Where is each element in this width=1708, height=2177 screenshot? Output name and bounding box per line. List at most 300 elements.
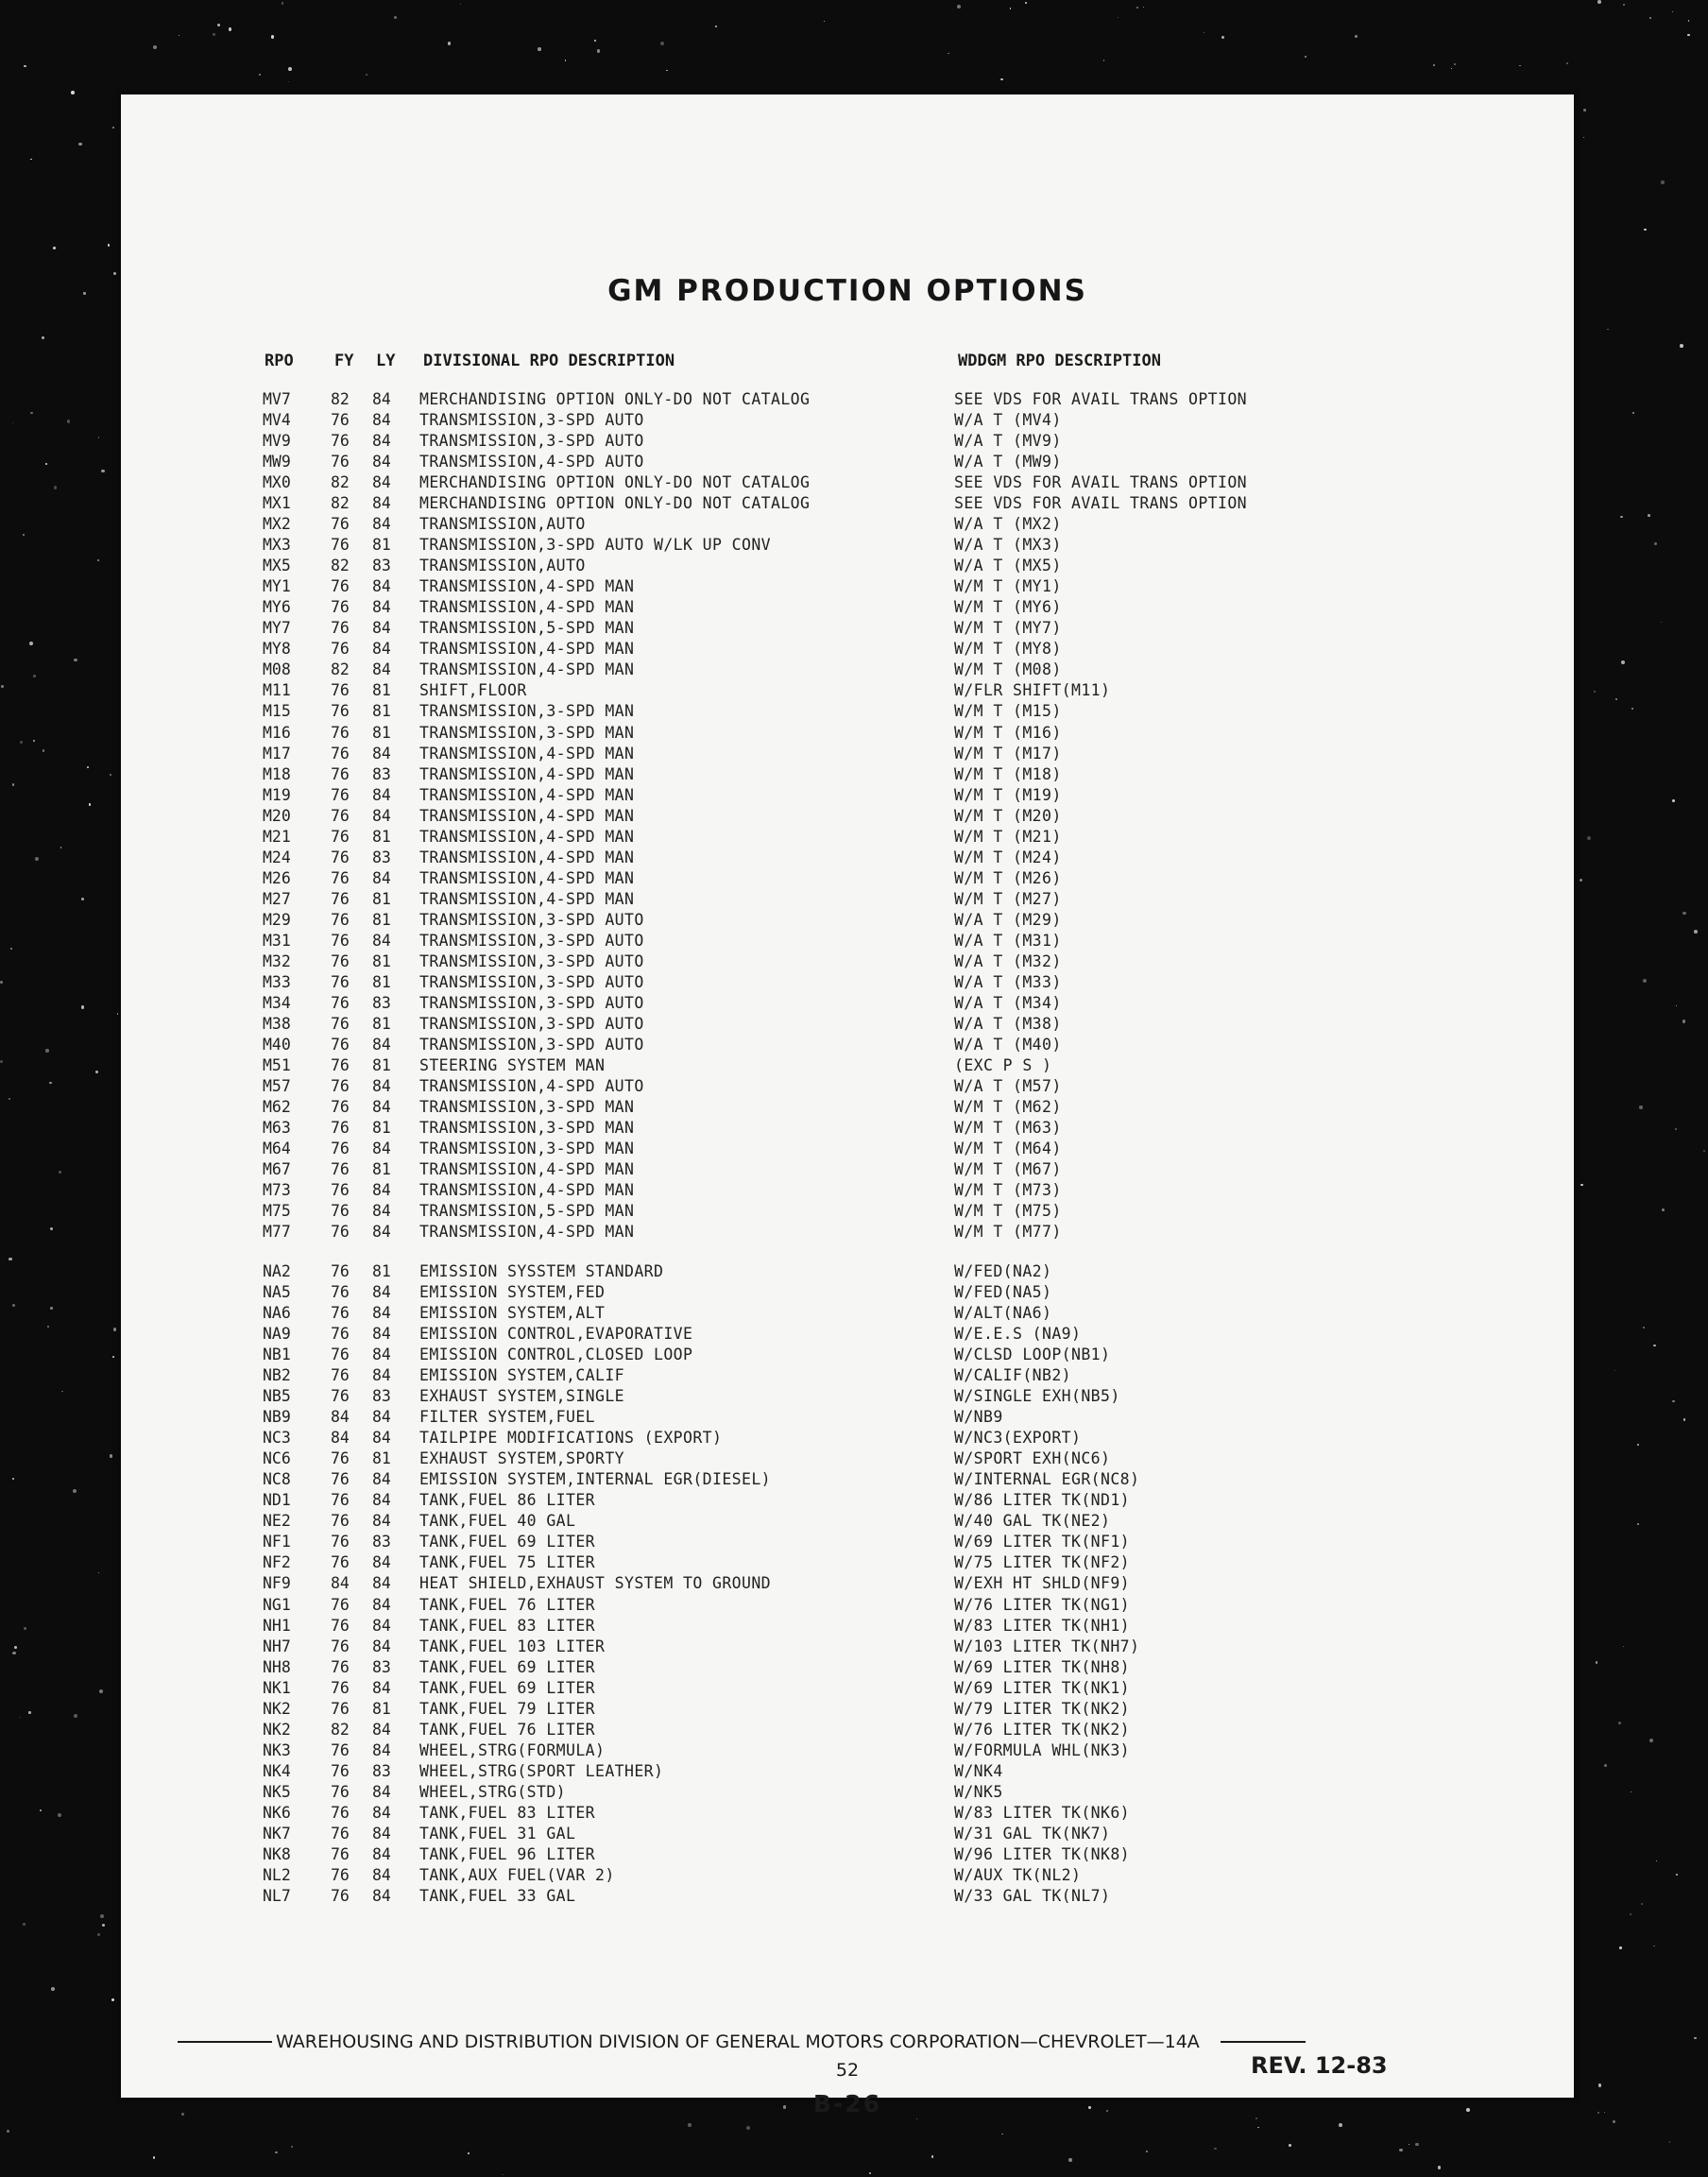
noise-speck	[538, 47, 541, 51]
noise-speck	[35, 857, 39, 861]
first-year: 76	[331, 577, 350, 596]
noise-speck	[1118, 17, 1119, 18]
first-year: 76	[331, 1387, 350, 1406]
first-year: 76	[331, 1824, 350, 1843]
rpo-code: NA6	[263, 1304, 291, 1323]
noise-speck	[715, 26, 718, 28]
noise-speck	[1672, 799, 1675, 802]
divisional-description: TRANSMISSION,4-SPD MAN	[419, 598, 635, 617]
divisional-description: TANK,FUEL 40 GAL	[419, 1512, 576, 1531]
noise-speck	[1255, 2117, 1257, 2119]
table-row	[121, 556, 1574, 576]
wddgm-description: W/M T (M67)	[954, 1160, 1062, 1179]
noise-speck	[1688, 20, 1690, 22]
noise-speck	[14, 1646, 16, 1648]
last-year: 84	[372, 1223, 391, 1242]
first-year: 76	[331, 848, 350, 866]
noise-speck	[1619, 1946, 1622, 1949]
wddgm-description: W/M T (M27)	[954, 889, 1062, 908]
noise-speck	[660, 42, 664, 45]
wddgm-description: W/M T (MY7)	[954, 619, 1062, 638]
wddgm-description: W/EXH HT SHLD(NF9)	[954, 1574, 1131, 1593]
divisional-description: TRANSMISSION,3-SPD AUTO	[419, 432, 644, 451]
wddgm-description: W/A T (M40)	[954, 1035, 1062, 1054]
noise-speck	[1583, 109, 1586, 111]
noise-speck	[24, 65, 26, 67]
noise-speck	[83, 292, 85, 294]
first-year: 76	[331, 764, 350, 783]
noise-speck	[666, 70, 667, 71]
table-row	[121, 1865, 1574, 1886]
first-year: 76	[331, 1761, 350, 1780]
noise-speck	[1454, 63, 1457, 66]
rpo-code: NF9	[263, 1574, 291, 1593]
noise-speck	[1583, 137, 1584, 138]
noise-speck	[1661, 622, 1662, 623]
noise-speck	[460, 4, 461, 5]
first-year: 76	[331, 1056, 350, 1074]
footer-division-line	[178, 2031, 1404, 2052]
first-year: 76	[331, 1223, 350, 1242]
noise-speck	[217, 24, 220, 26]
last-year: 81	[372, 1056, 391, 1074]
noise-speck	[89, 803, 91, 805]
rpo-code: NK2	[263, 1699, 291, 1718]
divisional-description: TANK,FUEL 76 LITER	[419, 1720, 596, 1739]
noise-speck	[110, 774, 111, 776]
noise-speck	[81, 898, 84, 900]
divisional-description: TRANSMISSION,3-SPD AUTO	[419, 910, 644, 929]
noise-speck	[1221, 36, 1224, 39]
noise-speck	[1644, 229, 1646, 231]
table-row	[121, 597, 1574, 618]
divisional-description: TRANSMISSION,4-SPD MAN	[419, 1223, 635, 1242]
rpo-code: M21	[263, 827, 291, 846]
table-row	[121, 1552, 1574, 1573]
noise-speck	[1355, 35, 1358, 38]
wddgm-description: W/M T (M17)	[954, 744, 1062, 763]
header-wddgm-description: WDDGM RPO DESCRIPTION	[958, 351, 1161, 370]
divisional-description: HEAT SHIELD,EXHAUST SYSTEM TO GROUND	[419, 1574, 772, 1593]
first-year: 76	[331, 1346, 350, 1364]
divisional-description: TRANSMISSION,3-SPD MAN	[419, 1140, 635, 1158]
rpo-code: M16	[263, 723, 291, 742]
noise-speck	[448, 42, 452, 45]
first-year: 76	[331, 744, 350, 763]
last-year: 84	[372, 1202, 391, 1221]
table-row	[121, 1511, 1574, 1532]
last-year: 84	[372, 432, 391, 451]
wddgm-description: W/SINGLE EXH(NB5)	[954, 1387, 1120, 1406]
divisional-description: MERCHANDISING OPTION ONLY-DO NOT CATALOG	[419, 494, 811, 513]
divisional-description: EMISSION CONTROL,EVAPORATIVE	[419, 1325, 693, 1344]
last-year: 81	[372, 951, 391, 970]
rpo-code: NC6	[263, 1449, 291, 1468]
table-row	[121, 639, 1574, 660]
first-year: 76	[331, 1014, 350, 1033]
first-year: 76	[331, 453, 350, 471]
table-row	[121, 806, 1574, 827]
noise-speck	[23, 1923, 25, 1925]
first-year: 76	[331, 1202, 350, 1221]
rpo-code: NE2	[263, 1512, 291, 1531]
last-year: 81	[372, 723, 391, 742]
divisional-description: MERCHANDISING OPTION ONLY-DO NOT CATALOG	[419, 390, 811, 408]
divisional-description: TRANSMISSION,AUTO	[419, 557, 586, 575]
first-year: 84	[331, 1574, 350, 1593]
noise-speck	[1656, 1860, 1657, 1861]
table-row	[121, 1303, 1574, 1324]
first-year: 82	[331, 660, 350, 679]
rpo-code: MV4	[263, 411, 291, 430]
divisional-description: TRANSMISSION,3-SPD AUTO	[419, 951, 644, 970]
header-rpo: RPO	[265, 351, 294, 370]
noise-speck	[45, 463, 47, 465]
footer-rule-left	[178, 2041, 272, 2043]
divisional-description: TANK,FUEL 69 LITER	[419, 1678, 596, 1697]
last-year: 84	[372, 1304, 391, 1323]
noise-speck	[291, 2146, 293, 2148]
wddgm-description: W/76 LITER TK(NG1)	[954, 1595, 1131, 1614]
wddgm-description: W/69 LITER TK(NK1)	[954, 1678, 1131, 1697]
wddgm-description: W/M T (M75)	[954, 1202, 1062, 1221]
last-year: 81	[372, 1014, 391, 1033]
last-year: 84	[372, 1325, 391, 1344]
rpo-code: NG1	[263, 1595, 291, 1614]
page-number: 52	[835, 2060, 860, 2081]
noise-speck	[33, 675, 36, 677]
divisional-description: TRANSMISSION,4-SPD MAN	[419, 660, 635, 679]
table-row	[121, 1180, 1574, 1201]
first-year: 82	[331, 1720, 350, 1739]
noise-speck	[153, 45, 157, 49]
table-row	[121, 889, 1574, 910]
divisional-description: TRANSMISSION,4-SPD MAN	[419, 744, 635, 763]
table-row	[121, 1261, 1574, 1282]
last-year: 84	[372, 806, 391, 825]
first-year: 76	[331, 827, 350, 846]
last-year: 81	[372, 1119, 391, 1138]
first-year: 76	[331, 972, 350, 991]
rpo-code: NH8	[263, 1657, 291, 1676]
table-row	[121, 1782, 1574, 1803]
divisional-description: TRANSMISSION,4-SPD AUTO	[419, 1077, 644, 1096]
first-year: 76	[331, 1491, 350, 1510]
last-year: 81	[372, 1262, 391, 1280]
wddgm-description: W/M T (M15)	[954, 702, 1062, 721]
first-year: 76	[331, 1533, 350, 1551]
rpo-code: M38	[263, 1014, 291, 1033]
divisional-description: TRANSMISSION,4-SPD MAN	[419, 868, 635, 887]
noise-speck	[30, 412, 32, 414]
noise-speck	[594, 40, 596, 42]
rpo-code: NA2	[263, 1262, 291, 1280]
wddgm-description: W/76 LITER TK(NK2)	[954, 1720, 1131, 1739]
divisional-description: WHEEL,STRG(SPORT LEATHER)	[419, 1761, 664, 1780]
noise-speck	[213, 33, 215, 36]
wddgm-description: W/A T (M31)	[954, 931, 1062, 950]
last-year: 81	[372, 1699, 391, 1718]
first-year: 76	[331, 1283, 350, 1302]
divisional-description: TRANSMISSION,5-SPD MAN	[419, 1202, 635, 1221]
first-year: 76	[331, 1262, 350, 1280]
table-row	[121, 1657, 1574, 1678]
table-row	[121, 1844, 1574, 1865]
table-row	[121, 910, 1574, 931]
wddgm-description: W/75 LITER TK(NF2)	[954, 1553, 1131, 1572]
noise-speck	[54, 486, 58, 489]
page-title: GM PRODUCTION OPTIONS	[607, 274, 1087, 308]
rpo-code: MX1	[263, 494, 291, 513]
noise-speck	[1068, 2158, 1071, 2161]
noise-speck	[288, 67, 292, 71]
divisional-description: EXHAUST SYSTEM,SPORTY	[419, 1449, 625, 1468]
rpo-code: ND1	[263, 1491, 291, 1510]
table-row	[121, 931, 1574, 951]
last-year: 84	[372, 1408, 391, 1427]
wddgm-description: W/AUX TK(NL2)	[954, 1865, 1082, 1884]
divisional-description: TRANSMISSION,3-SPD AUTO	[419, 972, 644, 991]
noise-speck	[1399, 2149, 1402, 2151]
divisional-description: TRANSMISSION,3-SPD AUTO	[419, 1014, 644, 1033]
header-fy: FY	[334, 351, 354, 370]
noise-speck	[59, 1171, 61, 1174]
table-row	[121, 1345, 1574, 1365]
divisional-description: EMISSION CONTROL,CLOSED LOOP	[419, 1346, 693, 1364]
first-year: 76	[331, 1304, 350, 1323]
rpo-code: NB1	[263, 1346, 291, 1364]
last-year: 84	[372, 1720, 391, 1739]
table-row	[121, 452, 1574, 472]
noise-speck	[1598, 2083, 1602, 2087]
rpo-code: NC8	[263, 1470, 291, 1489]
noise-speck	[1661, 180, 1664, 183]
rpo-code: M77	[263, 1223, 291, 1242]
wddgm-description: W/69 LITER TK(NF1)	[954, 1533, 1131, 1551]
wddgm-description: W/103 LITER TK(NH7)	[954, 1637, 1140, 1655]
rpo-code: MW9	[263, 453, 291, 471]
rpo-code: NC3	[263, 1429, 291, 1448]
noise-speck	[1662, 1208, 1665, 1211]
first-year: 76	[331, 1366, 350, 1385]
divisional-description: TRANSMISSION,3-SPD MAN	[419, 1098, 635, 1117]
last-year: 84	[372, 1140, 391, 1158]
last-year: 84	[372, 1782, 391, 1801]
first-year: 76	[331, 1678, 350, 1697]
wddgm-description: W/M T (M18)	[954, 764, 1062, 783]
table-row	[121, 827, 1574, 848]
rpo-code: M18	[263, 764, 291, 783]
revision-label: REV. 12-83	[1251, 2052, 1388, 2079]
last-year: 81	[372, 972, 391, 991]
rpo-code: MY8	[263, 640, 291, 659]
divisional-description: TANK,FUEL 31 GAL	[419, 1824, 576, 1843]
first-year: 76	[331, 1616, 350, 1635]
noise-speck	[50, 1307, 52, 1309]
noise-speck	[1025, 2, 1027, 4]
rpo-code: M57	[263, 1077, 291, 1096]
wddgm-description: W/M T (M26)	[954, 868, 1062, 887]
noise-speck	[1289, 2144, 1291, 2147]
wddgm-description: W/96 LITER TK(NK8)	[954, 1844, 1131, 1863]
last-year: 84	[372, 1181, 391, 1200]
rpo-code: M15	[263, 702, 291, 721]
header-ly: LY	[376, 351, 396, 370]
header-divisional-description: DIVISIONAL RPO DESCRIPTION	[423, 351, 675, 370]
noise-speck	[101, 470, 104, 472]
wddgm-description: W/CALIF(NB2)	[954, 1366, 1072, 1385]
table-row	[121, 1678, 1574, 1699]
last-year: 84	[372, 577, 391, 596]
wddgm-description: W/FLR SHIFT(M11)	[954, 681, 1111, 700]
noise-speck	[1680, 344, 1683, 348]
divisional-description: EXHAUST SYSTEM,SINGLE	[419, 1387, 625, 1406]
rpo-code: M32	[263, 951, 291, 970]
rpo-code: MV7	[263, 390, 291, 408]
rpo-code: NL2	[263, 1865, 291, 1884]
wddgm-description: W/NB9	[954, 1408, 1003, 1427]
table-row	[121, 993, 1574, 1014]
rpo-code: M63	[263, 1119, 291, 1138]
divisional-description: TANK,FUEL 83 LITER	[419, 1803, 596, 1822]
noise-speck	[1683, 1418, 1686, 1421]
divisional-description: EMISSION SYSTEM,INTERNAL EGR(DIESEL)	[419, 1470, 772, 1489]
last-year: 83	[372, 557, 391, 575]
wddgm-description: W/INTERNAL EGR(NC8)	[954, 1470, 1140, 1489]
noise-speck	[100, 1914, 104, 1918]
noise-speck	[1000, 78, 1003, 81]
noise-speck	[97, 1933, 100, 1936]
wddgm-description: W/A T (M33)	[954, 972, 1062, 991]
table-row	[121, 1595, 1574, 1616]
noise-speck	[1580, 1184, 1583, 1187]
first-year: 76	[331, 515, 350, 534]
wddgm-description: W/M T (M16)	[954, 723, 1062, 742]
rpo-code: M27	[263, 889, 291, 908]
wddgm-description: W/79 LITER TK(NK2)	[954, 1699, 1131, 1718]
last-year: 81	[372, 536, 391, 555]
rpo-code: NK2	[263, 1720, 291, 1739]
last-year: 83	[372, 993, 391, 1012]
wddgm-description: W/M T (MY1)	[954, 577, 1062, 596]
rpo-code: M67	[263, 1160, 291, 1179]
last-year: 84	[372, 1824, 391, 1843]
noise-speck	[28, 1711, 30, 1713]
first-year: 76	[331, 681, 350, 700]
noise-speck	[1607, 329, 1609, 331]
rpo-code: NK8	[263, 1844, 291, 1863]
wddgm-description: W/A T (MX3)	[954, 536, 1062, 555]
divisional-description: TRANSMISSION,4-SPD MAN	[419, 1160, 635, 1179]
last-year: 84	[372, 931, 391, 950]
rpo-code: M26	[263, 868, 291, 887]
rpo-code: M33	[263, 972, 291, 991]
rpo-code: M62	[263, 1098, 291, 1117]
divisional-description: EMISSION SYSTEM,CALIF	[419, 1366, 625, 1385]
noise-speck	[1566, 62, 1568, 64]
last-year: 81	[372, 1160, 391, 1179]
noise-speck	[1618, 1722, 1621, 1724]
table-row	[121, 1201, 1574, 1222]
last-year: 84	[372, 1098, 391, 1117]
noise-speck	[98, 1572, 99, 1573]
footer-division-text: WAREHOUSING AND DISTRIBUTION DIVISION OF GENERAL MOTORS CORPORATION—CHEVROLET—14A	[276, 2031, 1200, 2052]
noise-speck	[99, 1689, 103, 1693]
last-year: 84	[372, 1491, 391, 1510]
wddgm-description: W/M T (M62)	[954, 1098, 1062, 1117]
last-year: 81	[372, 681, 391, 700]
footer-rule-right	[1221, 2041, 1306, 2043]
last-year: 84	[372, 411, 391, 430]
noise-speck	[87, 766, 89, 768]
wddgm-description: W/A T (MV4)	[954, 411, 1062, 430]
wddgm-description: W/A T (MX5)	[954, 557, 1062, 575]
first-year: 76	[331, 598, 350, 617]
rpo-code: NH7	[263, 1637, 291, 1655]
divisional-description: TRANSMISSION,4-SPD MAN	[419, 764, 635, 783]
noise-speck	[112, 1356, 114, 1358]
divisional-description: TANK,FUEL 69 LITER	[419, 1533, 596, 1551]
noise-speck	[1630, 1913, 1631, 1915]
noise-speck	[1672, 11, 1673, 12]
wddgm-description: SEE VDS FOR AVAIL TRANS OPTION	[954, 473, 1248, 492]
noise-speck	[1643, 1327, 1645, 1328]
noise-speck	[1621, 660, 1625, 664]
table-row	[121, 660, 1574, 680]
last-year: 84	[372, 494, 391, 513]
rpo-code: NB9	[263, 1408, 291, 1427]
rpo-code: MY7	[263, 619, 291, 638]
noise-speck	[73, 1489, 77, 1493]
rpo-code: MX5	[263, 557, 291, 575]
table-row	[121, 1428, 1574, 1448]
noise-speck	[12, 1478, 14, 1480]
first-year: 76	[331, 723, 350, 742]
wddgm-description: W/CLSD LOOP(NB1)	[954, 1346, 1111, 1364]
noise-speck	[111, 1998, 114, 2001]
noise-speck	[7, 2130, 9, 2133]
noise-speck	[394, 16, 397, 19]
wddgm-description: W/M T (M24)	[954, 848, 1062, 866]
wddgm-description: W/M T (M08)	[954, 660, 1062, 679]
first-year: 76	[331, 993, 350, 1012]
table-row	[121, 951, 1574, 972]
noise-speck	[74, 1714, 77, 1718]
noise-speck	[1620, 516, 1623, 519]
last-year: 84	[372, 1346, 391, 1364]
noise-speck	[1597, 0, 1601, 4]
noise-speck	[468, 2152, 470, 2154]
noise-speck	[1438, 2166, 1442, 2169]
table-row	[121, 764, 1574, 785]
noise-speck	[1637, 1523, 1639, 1525]
noise-speck	[110, 1454, 112, 1457]
noise-speck	[1451, 68, 1452, 69]
divisional-description: TRANSMISSION,4-SPD MAN	[419, 785, 635, 804]
last-year: 83	[372, 764, 391, 783]
noise-speck	[1615, 698, 1617, 700]
noise-speck	[10, 948, 13, 951]
divisional-description: TANK,FUEL 86 LITER	[419, 1491, 596, 1510]
rpo-code: M51	[263, 1056, 291, 1074]
rpo-code: M75	[263, 1202, 291, 1221]
noise-speck	[1675, 1128, 1677, 1130]
last-year: 84	[372, 1678, 391, 1697]
table-row	[121, 1386, 1574, 1407]
first-year: 76	[331, 868, 350, 887]
table-row	[121, 535, 1574, 556]
rpo-code: NB5	[263, 1387, 291, 1406]
